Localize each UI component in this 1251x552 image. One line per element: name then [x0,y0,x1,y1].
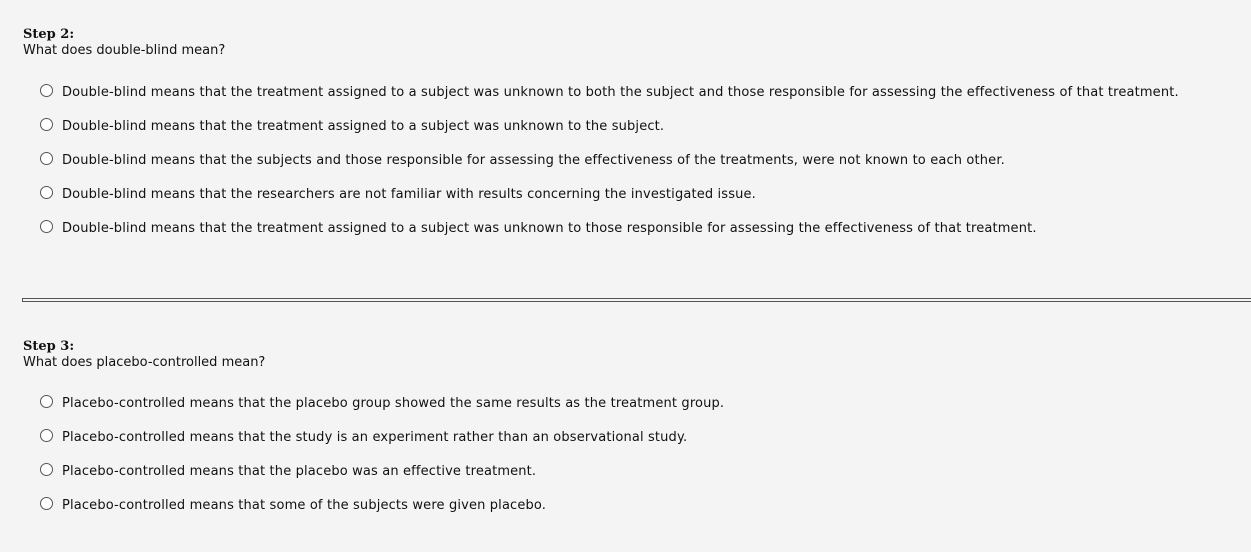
step-3-option-4[interactable] [40,488,724,522]
radio-button[interactable] [40,220,53,233]
step-2-option-2[interactable] [40,109,1179,143]
step-3-title: Step 3: [23,339,75,354]
radio-button[interactable] [40,463,53,476]
step-2-option-1[interactable] [40,75,1179,109]
step-2-header [23,27,225,59]
step-2-title: Step 2: [23,27,75,42]
step-3-option-1[interactable] [40,386,724,420]
option-label: Double-blind means that the subjects and those responsible for assessing the effectiveness of the treatments, were not known to each other. [62,152,1005,168]
radio-button[interactable] [40,118,53,131]
option-label: Placebo-controlled means that the placebo was an effective treatment. [62,463,537,479]
section-divider [22,298,1251,302]
option-label: Placebo-controlled means that some of the subjects were given placebo. [62,497,547,513]
step-2-option-3[interactable] [40,143,1179,177]
step-3-option-2[interactable] [40,420,724,454]
option-label: Double-blind means that the treatment assigned to a subject was unknown to both the subject and those responsible for assessing the effectiveness of that treatment. [62,84,1179,100]
step-2-option-5[interactable] [40,211,1179,245]
radio-button[interactable] [40,429,53,442]
step-3-question: What does placebo-controlled mean? [23,355,266,370]
radio-button[interactable] [40,186,53,199]
radio-button[interactable] [40,395,53,408]
step-3-header [23,339,265,371]
step-3-options [40,386,724,522]
option-label: Double-blind means that the treatment assigned to a subject was unknown to the subject. [62,118,665,134]
radio-button[interactable] [40,84,53,97]
radio-button[interactable] [40,152,53,165]
step-2-options [40,75,1179,245]
option-label: Double-blind means that the researchers are not familiar with results concerning the investigated issue. [62,186,756,202]
step-2-question: What does double-blind mean? [23,43,226,58]
step-2-option-4[interactable] [40,177,1179,211]
radio-button[interactable] [40,497,53,510]
step-3-option-3[interactable] [40,454,724,488]
option-label: Placebo-controlled means that the study is an experiment rather than an observational study. [62,429,688,445]
option-label: Double-blind means that the treatment assigned to a subject was unknown to those responsible for assessing the effectiveness of that treatment. [62,220,1037,236]
option-label: Placebo-controlled means that the placebo group showed the same results as the treatment group. [62,395,725,411]
